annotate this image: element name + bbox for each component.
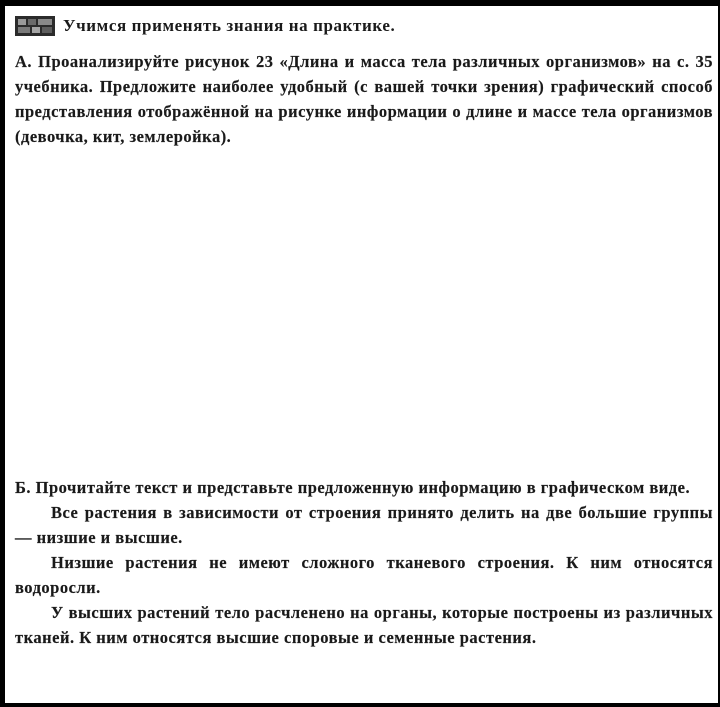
task-b-body: Прочитайте текст и представьте предложенную информацию в графическом виде. — [35, 478, 691, 497]
task-b — [15, 475, 713, 650]
section-title: Учимся применять знания на практике. — [63, 16, 396, 35]
task-a — [15, 49, 713, 149]
task-b-paragraph-1: Все растения в зависимости от строения принято делить на две большие группы — низшие и высшие. — [15, 503, 713, 547]
practice-section-icon — [15, 16, 55, 36]
section-header — [15, 15, 395, 37]
task-a-body: Проанализируйте рисунок 23 «Длина и масса тела различных организмов» на с. 35 учебника. Предложите наиболее удобный (с вашей точки зрения) графический способ представления отображённой на рисунке информации о длине и массе тела организмов (девочка, кит, землеройка). — [15, 52, 714, 146]
task-b-paragraph-2: Низшие растения не имеют сложного тканевого строения. К ним относятся водоросли. — [15, 553, 713, 597]
textbook-page — [5, 6, 718, 703]
task-b-instruction — [15, 475, 713, 500]
task-a-text — [15, 49, 713, 149]
task-a-letter: А. — [15, 52, 33, 71]
task-b-letter: Б. — [15, 478, 32, 497]
task-b-paragraph-3: У высших растений тело расчленено на органы, которые построены из различных тканей. К ним относятся высшие споровые и семенные растения. — [15, 603, 713, 647]
